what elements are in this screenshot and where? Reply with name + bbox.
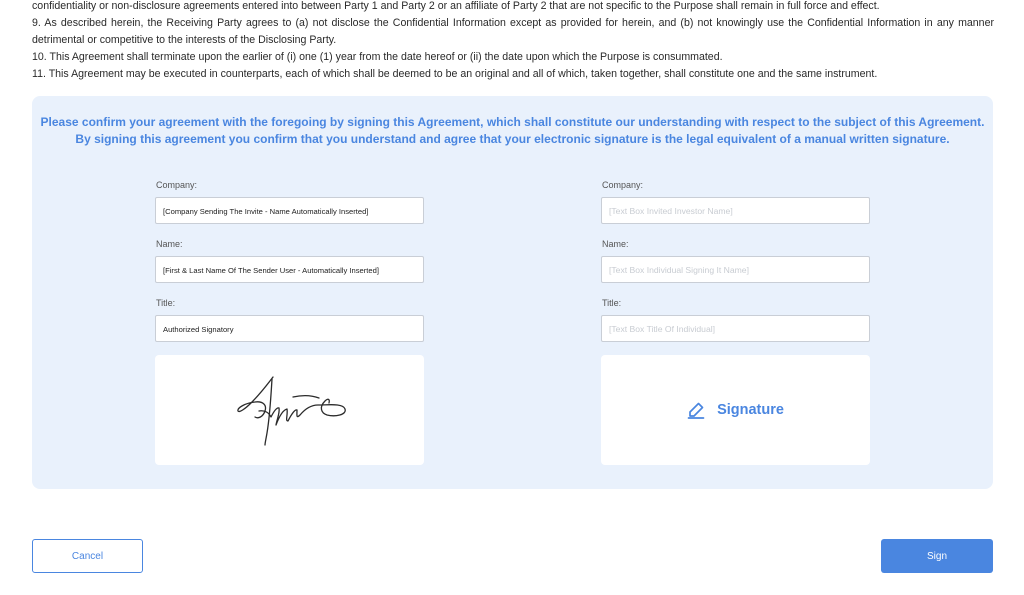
recipient-title-input[interactable]: [Text Box Title Of Individual] [601, 315, 870, 342]
clause-continuation: confidentiality or non-disclosure agreements entered into between Party 1 and Party 2 or an affiliate of Party 2 that are not specific to the Purpose shall remain in full force and effect. [32, 0, 880, 12]
signature-label: Signature [717, 402, 784, 418]
recipient-name-label: Name: [602, 239, 629, 249]
sender-signature-image [155, 355, 424, 465]
recipient-company-label: Company: [602, 180, 644, 190]
sender-name-field: [First & Last Name Of The Sender User - Automatically Inserted] [155, 256, 424, 283]
signature-panel [32, 96, 993, 489]
confirmation-line-1: Please confirm your agreement with the foregoing by signing this Agreement, which shall constitute our understanding with respect to the subject of this Agreement. [40, 115, 985, 129]
sign-button[interactable]: Sign [881, 539, 993, 573]
agreement-text [32, 0, 994, 83]
clause-11: 11. This Agreement may be executed in counterparts, each of which shall be deemed to be an original and all of which, taken together, shall constitute one and the same instrument. [32, 68, 878, 80]
recipient-title-label: Title: [602, 298, 622, 308]
sender-title-label: Title: [156, 298, 176, 308]
recipient-signature-box[interactable] [601, 355, 870, 465]
sender-name-label: Name: [156, 239, 183, 249]
confirmation-text [32, 114, 993, 148]
clause-10: 10. This Agreement shall terminate upon the earlier of (i) one (1) year from the date hereof or (ii) the date upon which the Purpose is consummated. [32, 51, 723, 63]
confirmation-line-2: By signing this agreement you confirm that you understand and agree that your electronic signature is the legal equivalent of a manual written signature. [75, 132, 950, 146]
clause-9: 9. As described herein, the Receiving Party agrees to (a) not disclose the Confidential Information except as provided for herein, and (b) not knowingly use the Confidential Information in any manner detrimental or competitive to the interests of the Disclosing Party. [32, 17, 994, 46]
recipient-company-input[interactable]: [Text Box Invited Investor Name] [601, 197, 870, 224]
cancel-button[interactable]: Cancel [32, 539, 143, 573]
sender-title-field: Authorized Signatory [155, 315, 424, 342]
recipient-name-input[interactable]: [Text Box Individual Signing It Name] [601, 256, 870, 283]
sender-company-field: [Company Sending The Invite - Name Automatically Inserted] [155, 197, 424, 224]
add-signature-button[interactable] [601, 355, 870, 465]
pen-icon [687, 401, 705, 419]
sender-company-label: Company: [156, 180, 198, 190]
sender-signature-box [155, 355, 424, 465]
